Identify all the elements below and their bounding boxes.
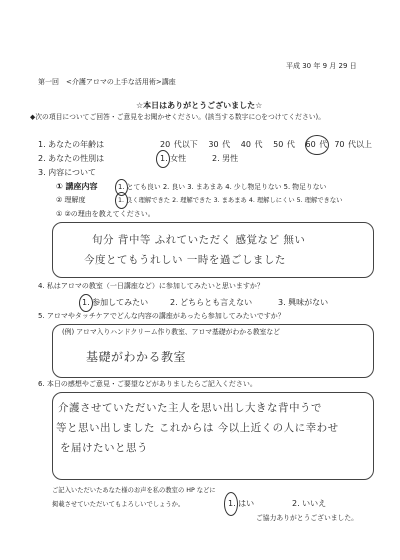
q2-label: 2. あなたの性別は	[38, 154, 105, 163]
q5-label: 5. アロマやタッチケアでどんな内容の講座があったら参加してみたいですか？	[38, 312, 285, 320]
q3-reason-prompt: ① ②の理由を教えてください。	[56, 210, 155, 218]
q3-row2-option[interactable]: 3. まあまあ	[213, 197, 247, 204]
q3-answer-line2: 今度とてもうれしい 一時を過ごしました	[84, 254, 286, 266]
q3-row1-option[interactable]: 3. まあまあ	[187, 183, 224, 191]
q1-option[interactable]: 70 代以上	[334, 140, 373, 149]
q3-row2-option[interactable]: 2. 理解できた	[172, 197, 212, 204]
q2-option-female[interactable]: 1. 女性	[160, 154, 187, 163]
q3-row2-options[interactable]	[118, 196, 342, 205]
q5-answer: 基礎がわかる教室	[86, 350, 187, 364]
thanks-message: ご協力ありがとうございました。	[256, 514, 358, 522]
q3-row1-label: ① 講座内容	[56, 182, 98, 191]
q3-row2-option[interactable]: 5. 理解できない	[296, 197, 343, 204]
q3-row1-option[interactable]: 1. とても良い	[118, 183, 161, 191]
q3-row2-option[interactable]: 1. 良く理解できた	[118, 197, 171, 204]
q6-answer-line2: 等と思い出しました これからは 今以上近くの人に幸わせ	[56, 422, 339, 434]
q1-option[interactable]: 30 代	[208, 140, 231, 149]
consent-question-line2: 掲載させていただいてもよろしいでしょうか。	[52, 501, 185, 508]
q4-option-2[interactable]: 2. どちらとも言えない	[170, 298, 253, 307]
q1-options[interactable]	[160, 140, 372, 150]
q3-row1-option[interactable]: 4. 少し物足りない	[225, 183, 282, 191]
q6-answer-line3: を届けたいと思う	[60, 442, 148, 454]
greeting: ☆本日はありがとうございました☆	[136, 101, 263, 110]
q4-label: 4. 私はアロマの教室（一日講座など）に参加してみたいと思いますか？	[38, 282, 264, 290]
q4-option-3[interactable]: 3. 興味がない	[278, 298, 329, 307]
consent-yes[interactable]: 1. はい	[228, 499, 255, 508]
q3-answer-box[interactable]	[52, 222, 374, 278]
q2-option-male[interactable]: 2. 男性	[212, 154, 239, 163]
q1-selection-circle	[305, 135, 329, 155]
q1-option[interactable]: 60 代	[305, 140, 328, 149]
q3-answer-line1: 旬分 背中等 ふれていただく 感覚など 無い	[92, 234, 306, 246]
q3-row2-label: ② 理解度	[56, 196, 86, 204]
q6-label: 6. 本日の感想やご意見・ご要望などがありましたらご記入ください。	[38, 380, 257, 388]
q3-row1-option[interactable]: 2. 良い	[162, 183, 186, 191]
q3-row2-option[interactable]: 4. 理解しにくい	[248, 197, 295, 204]
q4-selection-circle	[79, 294, 93, 312]
q6-answer-line1: 介護させていただいた主人を思い出し大きな背中うで	[58, 402, 322, 414]
consent-no[interactable]: 2. いいえ	[292, 499, 327, 508]
q1-label: 1. あなたの年齢は	[38, 140, 105, 149]
q5-example: (例) アロマ入りハンドクリーム作り教室、アロマ基礎がわかる教室など	[62, 328, 281, 336]
q1-option[interactable]: 50 代	[273, 140, 295, 149]
date: 平成 30 年 9 月 29 日	[286, 62, 357, 70]
q3-row1-options[interactable]	[118, 183, 326, 192]
consent-question-line1: ご記入いただいたあなた様のお声を私の教室の HP などに	[52, 487, 216, 494]
q2-selection-circle	[156, 150, 170, 168]
q1-option[interactable]: 20 代以下	[160, 140, 198, 149]
q3-row1-option[interactable]: 5. 物足りない	[283, 183, 327, 191]
consent-selection-circle	[224, 492, 238, 516]
q3-row2-selection-circle	[115, 192, 128, 209]
form-title: 第一回 <介護アロマの上手な活用術>講座	[38, 78, 176, 86]
q4-option-1[interactable]: 1. 参加してみたい	[82, 298, 149, 307]
q3-label: 3. 内容について	[38, 168, 97, 177]
instruction: ◆次の項目についてご回答・ご意見をお聞かせください。(該当する数字に○をつけてください)。	[30, 113, 325, 121]
q1-option[interactable]: 40 代	[240, 140, 263, 149]
